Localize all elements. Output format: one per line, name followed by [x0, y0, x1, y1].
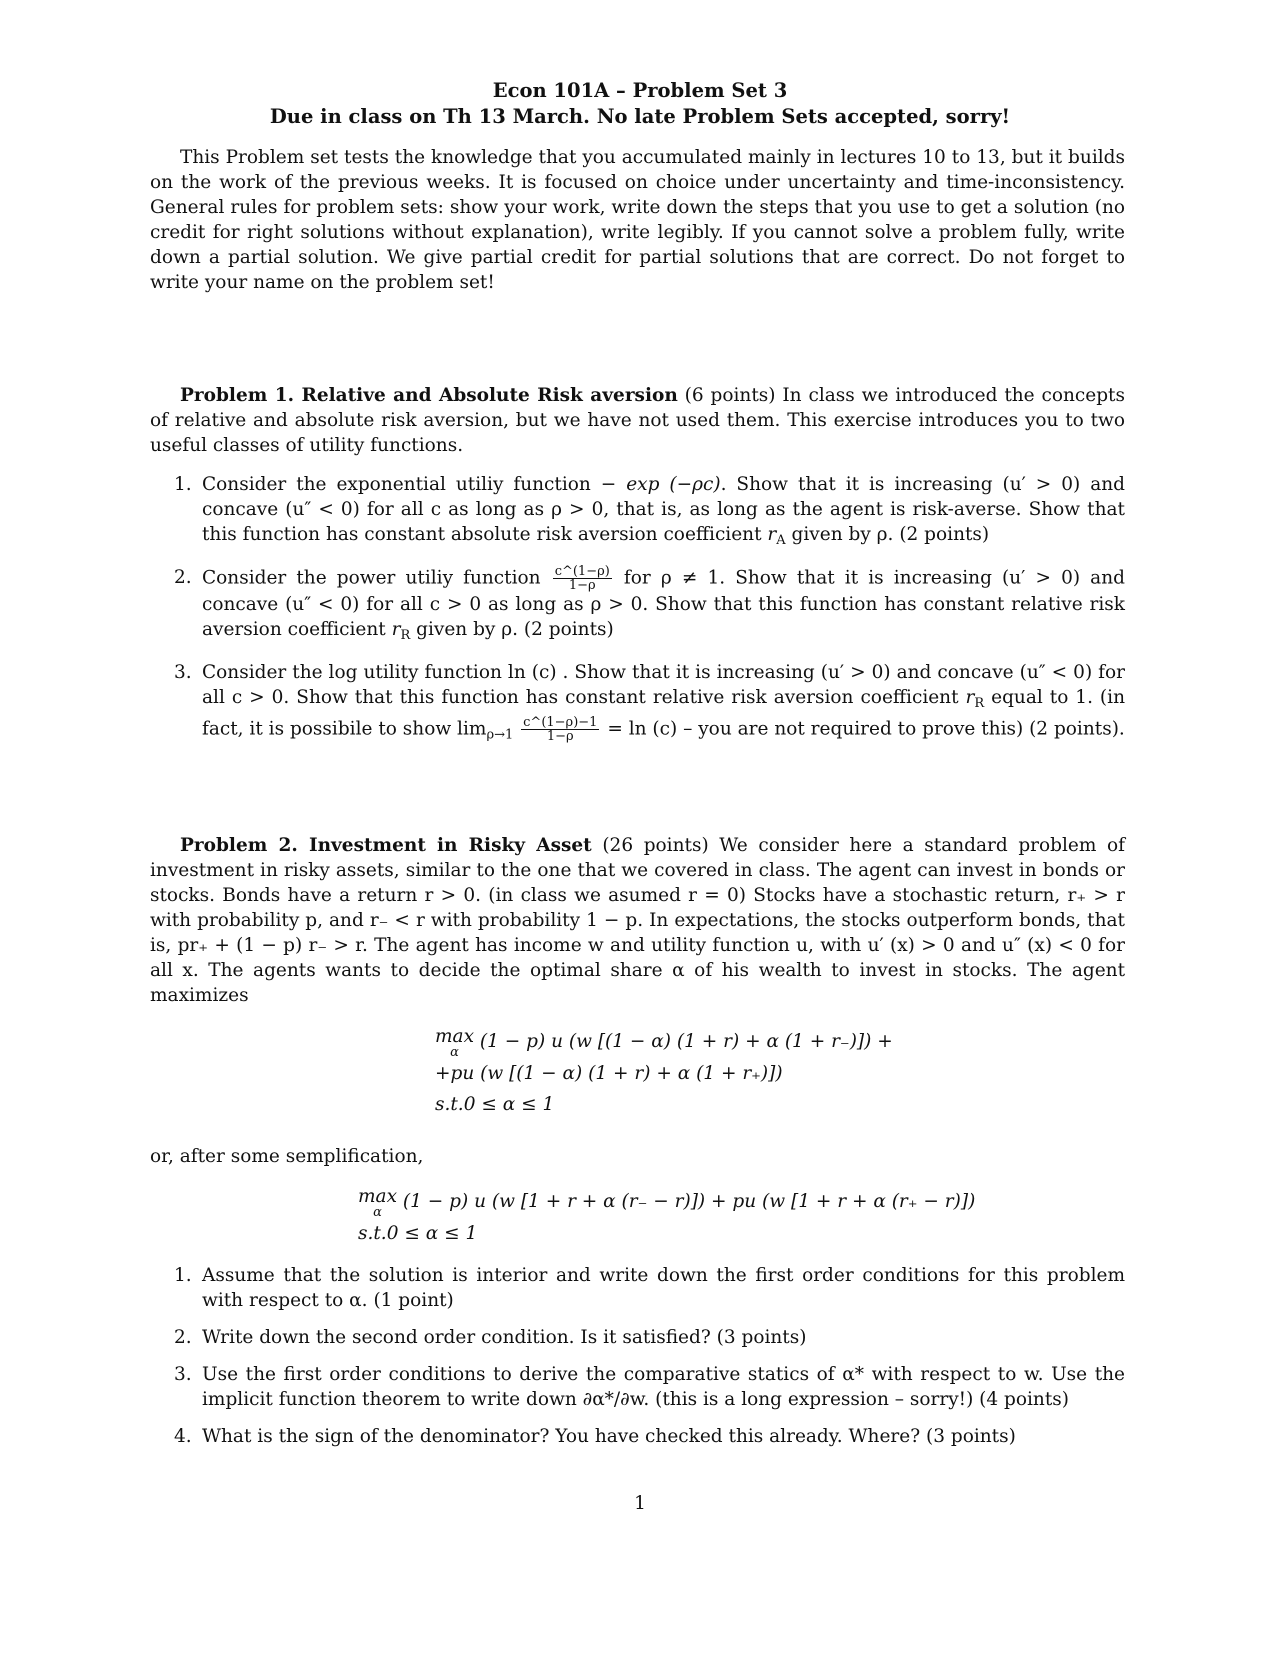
problem-1-list — [150, 472, 1125, 748]
problem-1-text: In class we introduced the concepts of relative and absolute risk aversion, but we have not used them. This exercise introduces you to two useful classes of utility functions. — [150, 385, 1125, 456]
problem-1-item-3: 3. Consider the log utility function ln (c) . Show that it is increasing (u′ > 0) and concave (u″ < 0) for all c > 0. Show that this function has constant relative risk aversion coefficient $r_R$ equal to 1. (in fact, it is possibile to show $\lim_{\rho\to 1}$ $\frac{c\^{}(1-\rho)-1}{1-\rho}$ = ln (c) – you are not required to prove this) (2 points). — [174, 662, 1125, 744]
problem-2-intro — [150, 833, 1125, 1008]
equation-2-constraint: s.t.0 ≤ α ≤ 1 — [358, 1223, 478, 1244]
problem-2 — [150, 833, 1125, 1008]
equation-2-line-1: max α (1 − p) u (w [1 + r + α (r₋ − r)]) + pu (w [1 + r + α (r₊ − r)]) — [358, 1186, 976, 1220]
document-header — [0, 78, 1280, 130]
page-number: 1 — [634, 1493, 646, 1514]
problem-1-heading: Problem 1. Relative and Absolute Risk aversion — [180, 385, 678, 406]
equation-1-constraint: s.t.0 ≤ α ≤ 1 — [435, 1094, 555, 1115]
equation-1-line-1: max α (1 − p) u (w [(1 − α) (1 + r) + α (1 + r₋)]) + — [435, 1026, 893, 1060]
problem-2-questions — [150, 1263, 1125, 1461]
problem-1 — [150, 383, 1125, 760]
equation-simplified — [358, 1186, 975, 1249]
intro-paragraph: This Problem set tests the knowledge that you accumulated mainly in lectures 10 to 13, but it builds on the work of the previous weeks. It is focused on choice under uncertainty and time-inconsistency. General rules for problem sets: show your work, write down the steps that you use to get a solution (no credit for right solutions without explanation), write legibly. If you cannot solve a problem fully, write down a partial solution. We give partial credit for partial solutions that are correct. Do not forget to write your name on the problem set! — [150, 147, 1125, 293]
simplification-text: or, after some semplification, — [150, 1146, 424, 1167]
limit-fraction: $\frac{c\^{}(1-\rho)-1}{1-\rho}$ — [523, 715, 598, 744]
problem-2-item-4: 4. What is the sign of the denominator? You have checked this already. Where? (3 points) — [174, 1426, 1016, 1447]
simplification-text-block — [150, 1144, 1125, 1169]
problem-1-item-2: 2. Consider the power utiliy function $\frac{c\^{}(1-\rho)}{1-\rho}$ for ρ ≠ 1. Show that it is increasing (u′ > 0) and concave (u″ < 0) for all c > 0 as long as ρ > 0. Show that this function has constant relative risk aversion coefficient $r_R$ given by ρ. (2 points) — [174, 564, 1125, 643]
problem-2-points: (26 points) — [602, 835, 709, 856]
problem-2-text: We consider here a standard problem of investment in risky assets, similar to the one that we covered in class. The agent can invest in bonds or stocks. Bonds have a return r > 0. (in class we asumed r = 0) Stocks have a stochastic return, r₊ > r with probability p, and r₋ < r with probability 1 − p. In expectations, the stocks outperform bonds, that is, pr₊ + (1 − p) r₋ > r. The agent has income w and utility function u, with u′ (x) > 0 and u″ (x) < 0 for all x. The agents wants to decide the optimal share α of his wealth to invest in stocks. The agent maximizes — [150, 835, 1125, 1006]
problem-2-item-1: 1. Assume that the solution is interior and write down the first order conditions for this problem with respect to α. (1 point) — [174, 1265, 1125, 1311]
power-utility-fraction: $\frac{c\^{}(1-\rho)}{1-\rho}$ — [554, 564, 610, 593]
problem-2-list — [150, 1263, 1125, 1449]
document-title: Econ 101A – Problem Set 3 — [492, 79, 788, 102]
problem-1-intro — [150, 383, 1125, 458]
equation-1-line-2: +pu (w [(1 − α) (1 + r) + α (1 + r₊)]) — [435, 1063, 783, 1084]
intro-section — [150, 145, 1125, 295]
problem-1-item-1: 1. Consider the exponential utiliy function − exp (−ρc). Show that it is increasing (u′ > 0) and concave (u″ < 0) for all c as long as ρ > 0, that is, as long as the agent is risk-averse. Show that this function has constant absolute risk aversion coefficient $r_A$ given by ρ. (2 points) — [174, 474, 1125, 548]
problem-1-points: (6 points) — [684, 385, 776, 406]
problem-2-item-3: 3. Use the first order conditions to derive the comparative statics of α* with respect to w. Use the implicit function theorem to write down ∂α*/∂w. (this is a long expression – sorry!) (4 points) — [174, 1364, 1125, 1410]
equation-maximization — [435, 1026, 893, 1120]
problem-2-item-2: 2. Write down the second order condition. Is it satisfied? (3 points) — [174, 1327, 807, 1348]
problem-2-heading: Problem 2. Investment in Risky Asset — [180, 835, 592, 856]
due-date-notice: Due in class on Th 13 March. No late Problem Sets accepted, sorry! — [269, 105, 1011, 128]
